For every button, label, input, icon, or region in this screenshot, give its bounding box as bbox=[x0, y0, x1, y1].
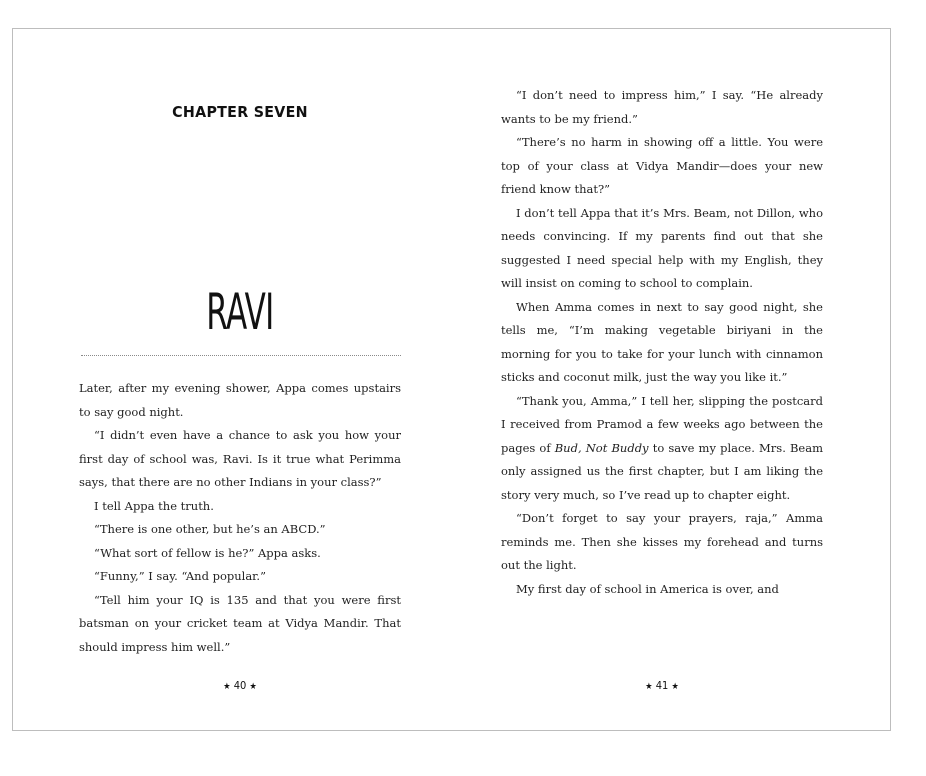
page-number-right bbox=[501, 679, 823, 692]
paragraph: “There is one other, but he’s an ABCD.” bbox=[94, 522, 326, 536]
star-icon: ★ bbox=[645, 682, 653, 692]
page-number: 40 bbox=[233, 679, 247, 692]
left-page bbox=[79, 29, 401, 730]
book-title: Bud, Not Buddy bbox=[554, 440, 649, 455]
paragraph: “There’s no harm in showing off a little. You were top of your class at Vidya Mandir—does your new friend know that?” bbox=[501, 135, 823, 196]
paragraph: Later, after my evening shower, Appa comes upstairs to say good night. bbox=[79, 381, 401, 419]
paragraph: “Don’t forget to say your prayers, raja,” Amma reminds me. Then she kisses my forehead and turns out the light. bbox=[501, 511, 823, 572]
chapter-label: CHAPTER SEVEN bbox=[172, 103, 308, 121]
paragraph: “I didn’t even have a chance to ask you how your first day of school was, Ravi. Is it true what Perimma says, that there are no other Indians in your class?” bbox=[79, 428, 401, 489]
page-number: 41 bbox=[655, 679, 669, 692]
paragraph bbox=[501, 390, 823, 508]
paragraph: “I don’t need to impress him,” I say. “He already wants to be my friend.” bbox=[501, 88, 823, 126]
paragraph: “Funny,” I say. “And popular.” bbox=[94, 569, 266, 583]
paragraph: I tell Appa the truth. bbox=[94, 498, 214, 513]
book-spread bbox=[12, 28, 891, 731]
paragraph: I don’t tell Appa that it’s Mrs. Beam, not Dillon, who needs convincing. If my parents find out that she suggested I need special help with my English, they will insist on coming to school to complain. bbox=[501, 205, 823, 290]
star-icon: ★ bbox=[223, 682, 231, 692]
star-icon: ★ bbox=[671, 682, 679, 692]
paragraph-text: to save my place. Mrs. Beam only assigned us the first chapter, but I am liking the story very much, so I’ve read up to chapter eight. bbox=[501, 440, 823, 502]
star-icon: ★ bbox=[249, 682, 257, 692]
right-page-text bbox=[501, 84, 823, 601]
paragraph-text: “Thank you, Amma,” I tell her, slipping the postcard I received from Pramod a few weeks ago between the pages of bbox=[501, 393, 823, 455]
left-page-text bbox=[79, 377, 401, 659]
chapter-title: RAVI bbox=[206, 283, 274, 341]
paragraph: “Tell him your IQ is 135 and that you were first batsman on your cricket team at Vidya Mandir. That should impress him well.” bbox=[79, 592, 401, 654]
right-page bbox=[501, 29, 823, 730]
paragraph: “What sort of fellow is he?” Appa asks. bbox=[94, 545, 321, 560]
dotted-divider bbox=[81, 355, 401, 356]
paragraph: When Amma comes in next to say good night, she tells me, “I’m making vegetable biriyani in the morning for you to take for your lunch with cinnamon sticks and coconut milk, just the way you like it.” bbox=[501, 299, 823, 384]
page-number-left bbox=[79, 679, 401, 692]
paragraph: My first day of school in America is over, and bbox=[516, 581, 779, 596]
